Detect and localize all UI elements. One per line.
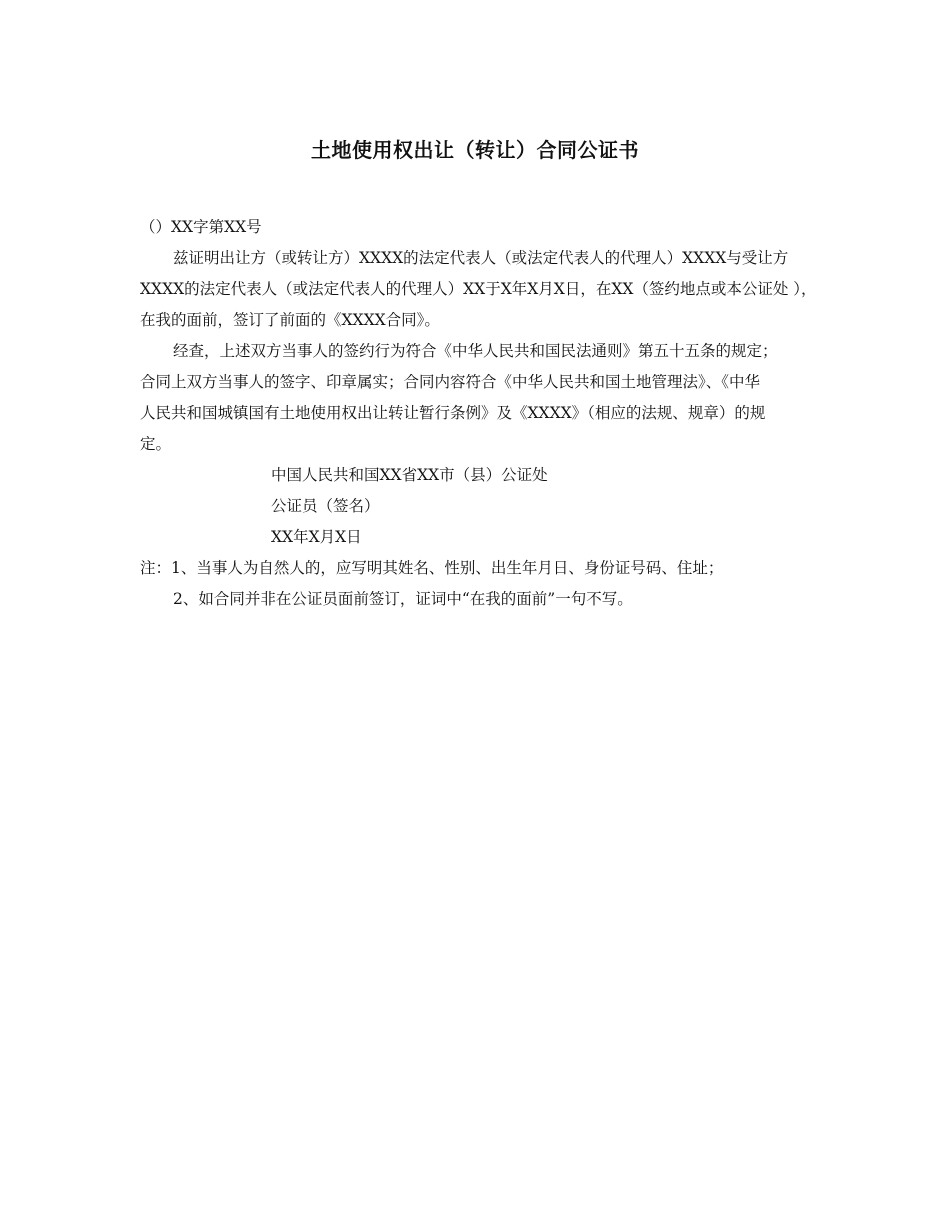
paragraph-line: 定。 [140, 435, 172, 453]
notary-signature: 公证员（签名） [271, 497, 380, 515]
signature-block [140, 460, 810, 553]
paragraph-line: XXXX的法定代表人（或法定代表人的代理人）XX于X年X月X日，在XX（签约地点或本公证处 ）， [140, 280, 817, 298]
verification-paragraph [140, 336, 810, 460]
paragraph-line: 经查，上述双方当事人的签约行为符合《中华人民共和国民法通则》第五十五条的规定； [173, 342, 778, 360]
notary-office: 中国人民共和国XX省XX市（县）公证处 [271, 466, 548, 484]
paragraph-line: 兹证明出让方（或转让方）XXXX的法定代表人（或法定代表人的代理人）XXXX与受让方 [173, 249, 789, 267]
note-item-1: 注：1、当事人为自然人的，应写明其姓名、性别、出生年月日、身份证号码、住址； [140, 559, 724, 577]
paragraph-line: 合同上双方当事人的签字、印章属实；合同内容符合《中华人民共和国土地管理法》、《中华 [140, 373, 761, 391]
doc-number: （）XX字第XX号 [140, 218, 262, 236]
certification-paragraph [140, 243, 817, 336]
paragraph-line: 人民共和国城镇国有土地使用权出让转让暂行条例》及《XXXX》（相应的法规、规章）的规 [140, 404, 766, 422]
note-item-2: 2、如合同并非在公证员面前签订，证词中“在我的面前”一句不写。 [173, 590, 633, 608]
signature-date: XX年X月X日 [271, 528, 362, 546]
document-body [140, 212, 817, 615]
notes-section [140, 553, 810, 615]
document-title: 土地使用权出让（转让）合同公证书 [311, 138, 639, 162]
paragraph-line: 在我的面前，签订了前面的《XXXX合同》。 [140, 311, 440, 329]
